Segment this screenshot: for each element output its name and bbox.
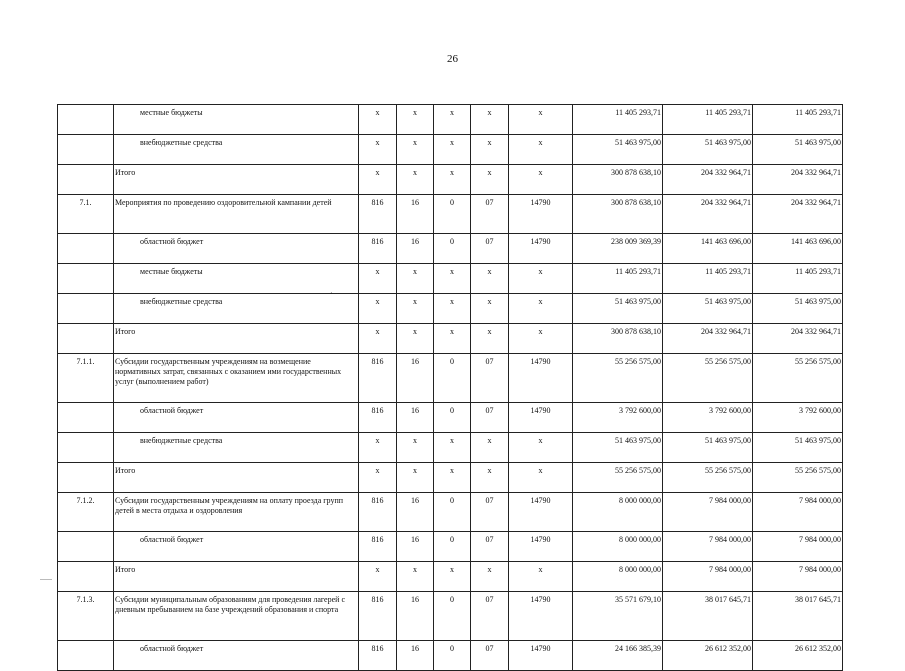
amount-approved-cell: 7 984 000,00 xyxy=(663,493,753,532)
amount-approved-cell: 26 612 352,00 xyxy=(663,641,753,671)
target-code-cell: х xyxy=(509,165,573,195)
amount-executed-cell: 51 463 975,00 xyxy=(753,433,843,463)
ministry-code-cell: 816 xyxy=(359,403,397,433)
row-number-cell xyxy=(58,135,114,165)
item-name-cell: Итого xyxy=(114,165,359,195)
amount-planned-cell: 300 878 638,10 xyxy=(573,165,663,195)
scan-speck: · xyxy=(330,289,333,298)
ministry-code-cell: 816 xyxy=(359,592,397,641)
target-code-cell: х xyxy=(509,562,573,592)
target-code-cell: 14790 xyxy=(509,234,573,264)
table-row xyxy=(58,532,843,562)
amount-executed-cell: 7 984 000,00 xyxy=(753,532,843,562)
target-code-cell: 14790 xyxy=(509,592,573,641)
amount-planned-cell: 55 256 575,00 xyxy=(573,354,663,403)
ministry-code-cell: х xyxy=(359,264,397,294)
table-row xyxy=(58,264,843,294)
amount-planned-cell: 51 463 975,00 xyxy=(573,294,663,324)
row-number-cell xyxy=(58,403,114,433)
subprogram-code-cell: 07 xyxy=(471,403,509,433)
section-code-cell: х xyxy=(397,463,434,493)
program-code-cell: 0 xyxy=(434,532,471,562)
program-code-cell: х xyxy=(434,264,471,294)
subprogram-code-cell: 07 xyxy=(471,532,509,562)
target-code-cell: 14790 xyxy=(509,532,573,562)
table-row xyxy=(58,324,843,354)
table-row xyxy=(58,433,843,463)
table-row xyxy=(58,562,843,592)
amount-executed-cell: 51 463 975,00 xyxy=(753,135,843,165)
program-code-cell: х xyxy=(434,562,471,592)
section-code-cell: х xyxy=(397,135,434,165)
item-name-cell: Итого xyxy=(114,562,359,592)
subprogram-code-cell: х xyxy=(471,264,509,294)
amount-executed-cell: 141 463 696,00 xyxy=(753,234,843,264)
amount-executed-cell: 38 017 645,71 xyxy=(753,592,843,641)
amount-executed-cell: 204 332 964,71 xyxy=(753,195,843,234)
ministry-code-cell: 816 xyxy=(359,234,397,264)
amount-executed-cell: 26 612 352,00 xyxy=(753,641,843,671)
program-code-cell: 0 xyxy=(434,403,471,433)
amount-executed-cell: 55 256 575,00 xyxy=(753,463,843,493)
item-name-cell: областной бюджет xyxy=(114,234,359,264)
amount-planned-cell: 8 000 000,00 xyxy=(573,562,663,592)
table-row xyxy=(58,641,843,671)
section-code-cell: х xyxy=(397,433,434,463)
subprogram-code-cell: х xyxy=(471,562,509,592)
section-code-cell: х xyxy=(397,105,434,135)
target-code-cell: 14790 xyxy=(509,493,573,532)
section-code-cell: 16 xyxy=(397,532,434,562)
program-code-cell: 0 xyxy=(434,493,471,532)
subprogram-code-cell: 07 xyxy=(471,354,509,403)
table-row xyxy=(58,165,843,195)
row-number-cell xyxy=(58,264,114,294)
amount-planned-cell: 51 463 975,00 xyxy=(573,433,663,463)
item-name-cell: Субсидии государственным учреждениям на оплату проезда групп детей в места отдыха и оздоровления xyxy=(114,493,359,532)
subprogram-code-cell: 07 xyxy=(471,592,509,641)
table-body xyxy=(58,105,843,671)
program-code-cell: х xyxy=(434,433,471,463)
target-code-cell: 14790 xyxy=(509,354,573,403)
ministry-code-cell: х xyxy=(359,324,397,354)
amount-planned-cell: 300 878 638,10 xyxy=(573,195,663,234)
row-number-cell xyxy=(58,324,114,354)
amount-planned-cell: 8 000 000,00 xyxy=(573,532,663,562)
program-code-cell: х xyxy=(434,463,471,493)
item-name-cell: местные бюджеты xyxy=(114,105,359,135)
section-code-cell: х xyxy=(397,294,434,324)
amount-executed-cell: 55 256 575,00 xyxy=(753,354,843,403)
section-code-cell: 16 xyxy=(397,354,434,403)
subprogram-code-cell: х xyxy=(471,294,509,324)
item-name-cell: Итого xyxy=(114,324,359,354)
program-code-cell: 0 xyxy=(434,234,471,264)
item-name-cell: Субсидии государственным учреждениям на возмещение нормативных затрат, связанных с оказанием ими государственных услуг (выполнением работ) xyxy=(114,354,359,403)
program-code-cell: 0 xyxy=(434,641,471,671)
table-row xyxy=(58,493,843,532)
program-code-cell: х xyxy=(434,135,471,165)
amount-planned-cell: 55 256 575,00 xyxy=(573,463,663,493)
amount-executed-cell: 3 792 600,00 xyxy=(753,403,843,433)
amount-planned-cell: 11 405 293,71 xyxy=(573,105,663,135)
program-code-cell: х xyxy=(434,165,471,195)
section-code-cell: х xyxy=(397,165,434,195)
item-name-cell: областной бюджет xyxy=(114,532,359,562)
row-number-cell xyxy=(58,562,114,592)
amount-planned-cell: 238 009 369,39 xyxy=(573,234,663,264)
subprogram-code-cell: х xyxy=(471,165,509,195)
amount-planned-cell: 24 166 385,39 xyxy=(573,641,663,671)
target-code-cell: 14790 xyxy=(509,195,573,234)
amount-approved-cell: 7 984 000,00 xyxy=(663,532,753,562)
amount-approved-cell: 51 463 975,00 xyxy=(663,433,753,463)
row-number-cell xyxy=(58,165,114,195)
budget-table xyxy=(57,104,843,671)
row-number-cell xyxy=(58,463,114,493)
row-number-cell: 7.1.2. xyxy=(58,493,114,532)
target-code-cell: х xyxy=(509,135,573,165)
item-name-cell: внебюджетные средства xyxy=(114,294,359,324)
table-row xyxy=(58,105,843,135)
target-code-cell: х xyxy=(509,264,573,294)
amount-executed-cell: 11 405 293,71 xyxy=(753,264,843,294)
program-code-cell: х xyxy=(434,294,471,324)
amount-approved-cell: 7 984 000,00 xyxy=(663,562,753,592)
margin-mark xyxy=(40,579,52,580)
amount-executed-cell: 204 332 964,71 xyxy=(753,165,843,195)
amount-approved-cell: 3 792 600,00 xyxy=(663,403,753,433)
amount-approved-cell: 204 332 964,71 xyxy=(663,165,753,195)
amount-planned-cell: 51 463 975,00 xyxy=(573,135,663,165)
table-row xyxy=(58,592,843,641)
subprogram-code-cell: х xyxy=(471,463,509,493)
target-code-cell: х xyxy=(509,463,573,493)
program-code-cell: х xyxy=(434,324,471,354)
amount-approved-cell: 51 463 975,00 xyxy=(663,294,753,324)
ministry-code-cell: х xyxy=(359,105,397,135)
ministry-code-cell: 816 xyxy=(359,493,397,532)
section-code-cell: 16 xyxy=(397,592,434,641)
ministry-code-cell: х xyxy=(359,463,397,493)
item-name-cell: Мероприятия по проведению оздоровительной кампании детей xyxy=(114,195,359,234)
ministry-code-cell: х xyxy=(359,135,397,165)
subprogram-code-cell: 07 xyxy=(471,195,509,234)
section-code-cell: 16 xyxy=(397,234,434,264)
ministry-code-cell: 816 xyxy=(359,641,397,671)
target-code-cell: х xyxy=(509,105,573,135)
amount-executed-cell: 204 332 964,71 xyxy=(753,324,843,354)
amount-executed-cell: 11 405 293,71 xyxy=(753,105,843,135)
amount-approved-cell: 141 463 696,00 xyxy=(663,234,753,264)
row-number-cell xyxy=(58,433,114,463)
item-name-cell: областной бюджет xyxy=(114,403,359,433)
amount-approved-cell: 38 017 645,71 xyxy=(663,592,753,641)
amount-approved-cell: 55 256 575,00 xyxy=(663,463,753,493)
subprogram-code-cell: 07 xyxy=(471,493,509,532)
ministry-code-cell: 816 xyxy=(359,354,397,403)
item-name-cell: областной бюджет xyxy=(114,641,359,671)
amount-planned-cell: 11 405 293,71 xyxy=(573,264,663,294)
program-code-cell: х xyxy=(434,105,471,135)
row-number-cell xyxy=(58,105,114,135)
section-code-cell: 16 xyxy=(397,403,434,433)
ministry-code-cell: х xyxy=(359,165,397,195)
target-code-cell: х xyxy=(509,324,573,354)
section-code-cell: х xyxy=(397,324,434,354)
amount-approved-cell: 204 332 964,71 xyxy=(663,324,753,354)
ministry-code-cell: х xyxy=(359,562,397,592)
item-name-cell: внебюджетные средства xyxy=(114,433,359,463)
amount-executed-cell: 7 984 000,00 xyxy=(753,493,843,532)
row-number-cell xyxy=(58,532,114,562)
row-number-cell xyxy=(58,234,114,264)
row-number-cell xyxy=(58,641,114,671)
section-code-cell: 16 xyxy=(397,493,434,532)
item-name-cell: Итого xyxy=(114,463,359,493)
subprogram-code-cell: 07 xyxy=(471,641,509,671)
program-code-cell: 0 xyxy=(434,592,471,641)
program-code-cell: 0 xyxy=(434,354,471,403)
subprogram-code-cell: 07 xyxy=(471,234,509,264)
target-code-cell: 14790 xyxy=(509,641,573,671)
subprogram-code-cell: х xyxy=(471,324,509,354)
amount-approved-cell: 204 332 964,71 xyxy=(663,195,753,234)
item-name-cell: местные бюджеты xyxy=(114,264,359,294)
section-code-cell: х xyxy=(397,562,434,592)
table-row xyxy=(58,135,843,165)
target-code-cell: 14790 xyxy=(509,403,573,433)
amount-planned-cell: 300 878 638,10 xyxy=(573,324,663,354)
amount-planned-cell: 35 571 679,10 xyxy=(573,592,663,641)
amount-executed-cell: 51 463 975,00 xyxy=(753,294,843,324)
table-row xyxy=(58,294,843,324)
amount-planned-cell: 3 792 600,00 xyxy=(573,403,663,433)
amount-approved-cell: 51 463 975,00 xyxy=(663,135,753,165)
amount-planned-cell: 8 000 000,00 xyxy=(573,493,663,532)
subprogram-code-cell: х xyxy=(471,135,509,165)
page-number: 26 xyxy=(447,53,458,65)
target-code-cell: х xyxy=(509,433,573,463)
section-code-cell: х xyxy=(397,264,434,294)
ministry-code-cell: х xyxy=(359,294,397,324)
section-code-cell: 16 xyxy=(397,641,434,671)
row-number-cell xyxy=(58,294,114,324)
table-row xyxy=(58,403,843,433)
table-row xyxy=(58,354,843,403)
item-name-cell: внебюджетные средства xyxy=(114,135,359,165)
ministry-code-cell: х xyxy=(359,433,397,463)
row-number-cell: 7.1.1. xyxy=(58,354,114,403)
ministry-code-cell: 816 xyxy=(359,532,397,562)
table-row xyxy=(58,195,843,234)
table-row xyxy=(58,234,843,264)
subprogram-code-cell: х xyxy=(471,433,509,463)
section-code-cell: 16 xyxy=(397,195,434,234)
row-number-cell: 7.1. xyxy=(58,195,114,234)
amount-approved-cell: 11 405 293,71 xyxy=(663,264,753,294)
amount-approved-cell: 11 405 293,71 xyxy=(663,105,753,135)
table-row xyxy=(58,463,843,493)
amount-executed-cell: 7 984 000,00 xyxy=(753,562,843,592)
subprogram-code-cell: х xyxy=(471,105,509,135)
amount-approved-cell: 55 256 575,00 xyxy=(663,354,753,403)
item-name-cell: Субсидии муниципальным образованиям для проведения лагерей с дневным пребыванием на базе учреждений образования и спорта xyxy=(114,592,359,641)
row-number-cell: 7.1.3. xyxy=(58,592,114,641)
ministry-code-cell: 816 xyxy=(359,195,397,234)
program-code-cell: 0 xyxy=(434,195,471,234)
target-code-cell: х xyxy=(509,294,573,324)
